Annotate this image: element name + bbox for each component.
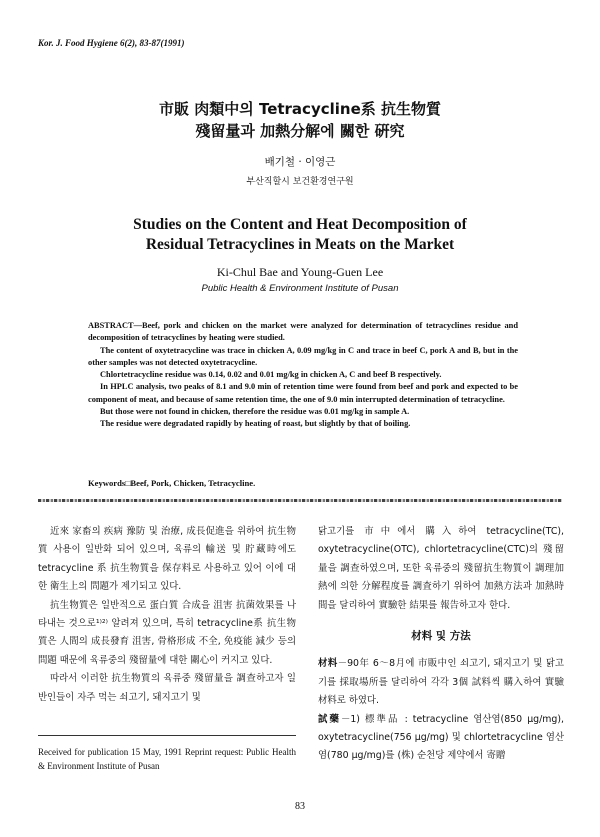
abstract-paragraph: In HPLC analysis, two peaks of 8.1 and 9.0 min of retention time were found from beef and pork and expected to be component of meat, and because of same retention time, the one of 9.0 min interrupted determination of tetracycline. [88, 382, 518, 404]
title-english-line1: Studies on the Content and Heat Decomposition of [133, 216, 467, 233]
body-paragraph: 近來 家畜의 疾病 豫防 및 治療, 成長促進을 위하여 抗生物質 사용이 일반화 되어 있으며, 육류의 輸送 및 貯藏時에도 tetracycline 系 抗生物質을 保存料로 사용하고 있어 이에 대한 衛生上의 問題가 제기되고 있다. [38, 526, 296, 593]
abstract-paragraph: Chlortetracycline residue was 0.14, 0.02 and 0.01 mg/kg in chicken A, C and beef B respectively. [100, 370, 442, 380]
journal-citation: Kor. J. Food Hygiene 6(2), 83-87(1991) [38, 38, 185, 48]
abstract-paragraph: The residue were degradated rapidly by heating of roast, but slightly by that of boiling. [100, 419, 411, 429]
abstract-paragraph: But those were not found in chicken, therefore the residue was 0.01 mg/kg in sample A. [100, 407, 410, 417]
affiliation-english: Public Health & Environment Institute of Pusan [201, 283, 399, 294]
page-number: 83 [295, 801, 305, 812]
authors-korean: 배기철 · 이영근 [264, 156, 336, 168]
section-heading: 材料 및 方法 [411, 630, 471, 643]
abstract [88, 320, 518, 431]
title-english-line2: Residual Tetracyclines in Meats on the Market [145, 236, 455, 253]
section-divider [38, 499, 562, 502]
title-korean-line2: 殘留量과 加熱分解에 關한 硏究 [195, 122, 405, 140]
body-paragraph [318, 655, 564, 710]
affiliation-korean: 부산직할시 보건환경연구원 [246, 177, 354, 187]
paragraph-label: 材料 [318, 658, 338, 670]
title-korean-line1: 市販 肉類中의 Tetracycline系 抗生物質 [159, 100, 441, 118]
paragraph-label: 試藥 [318, 713, 341, 725]
paragraph-text: －90年 6～8月에 市販中인 쇠고기, 돼지고기 및 닭고기를 採取場所를 달리하여 각각 3個 試料씩 購入하여 實驗材料로 하였다. [318, 658, 564, 707]
body-paragraph: 닭고기를 市中에서 購入하여 tetracycline(TC), oxytetracycline(OTC), chlortetracycline(CTC)의 殘留量을 調查하였으며, 또한 육류중의 殘留抗生物質이 調理加熱에 의한 分解程度를 調査하기 위하여 加熱方法과 加熱時間을 달리하여 實驗한 結果를 報告하고자 한다. [318, 526, 564, 611]
keywords: Keywords□Beef, Pork, Chicken, Tetracycline. [88, 478, 256, 488]
footnote-rule [38, 735, 296, 736]
body-left-column [38, 523, 296, 707]
abstract-paragraph: ABSTRACT—Beef, pork and chicken on the market were analyzed for determination of tetracyclines residue and decomposition of tetracyclines by heating were studied. [88, 321, 518, 343]
authors-english: Ki-Chul Bae and Young-Guen Lee [216, 265, 384, 279]
body-right-column [318, 523, 564, 766]
body-paragraph: 따라서 이러한 抗生物質의 육류중 殘留量을 調查하고자 일반인들이 자주 먹는 쇠고기, 돼지고기 및 [38, 673, 296, 703]
body-paragraph [318, 711, 564, 766]
body-paragraph: 抗生物質은 일반적으로 蛋白質 合成을 沮害 抗菌效果를 나타내는 것으로¹⁾²⁾ 알려져 있으며, 특히 tetracycline系 抗生物質은 人間의 成長發育 沮害, 骨格形成 不全, 免疫能 減少 등의 問題 때문에 육류중의 殘留量에 대한 關心이 커지고 있다. [38, 599, 296, 666]
abstract-paragraph: The content of oxytetracycline was trace in chicken A, 0.09 mg/kg in C and trace in beef C, pork A and B, but in the other samples was not detected oxytetracycline. [88, 345, 518, 367]
paragraph-text: －1) 標準品 : tetracycline 염산염(850 μg/mg), oxytetracycline(756 μg/mg) 및 chlortetracycline 염산염(780 μg/mg)를 (株) 순천당 제약에서 寄贈 [318, 713, 564, 762]
footnote: Received for publication 15 May, 1991 Reprint request: Public Health & Environment Institute of Pusan [38, 747, 296, 771]
